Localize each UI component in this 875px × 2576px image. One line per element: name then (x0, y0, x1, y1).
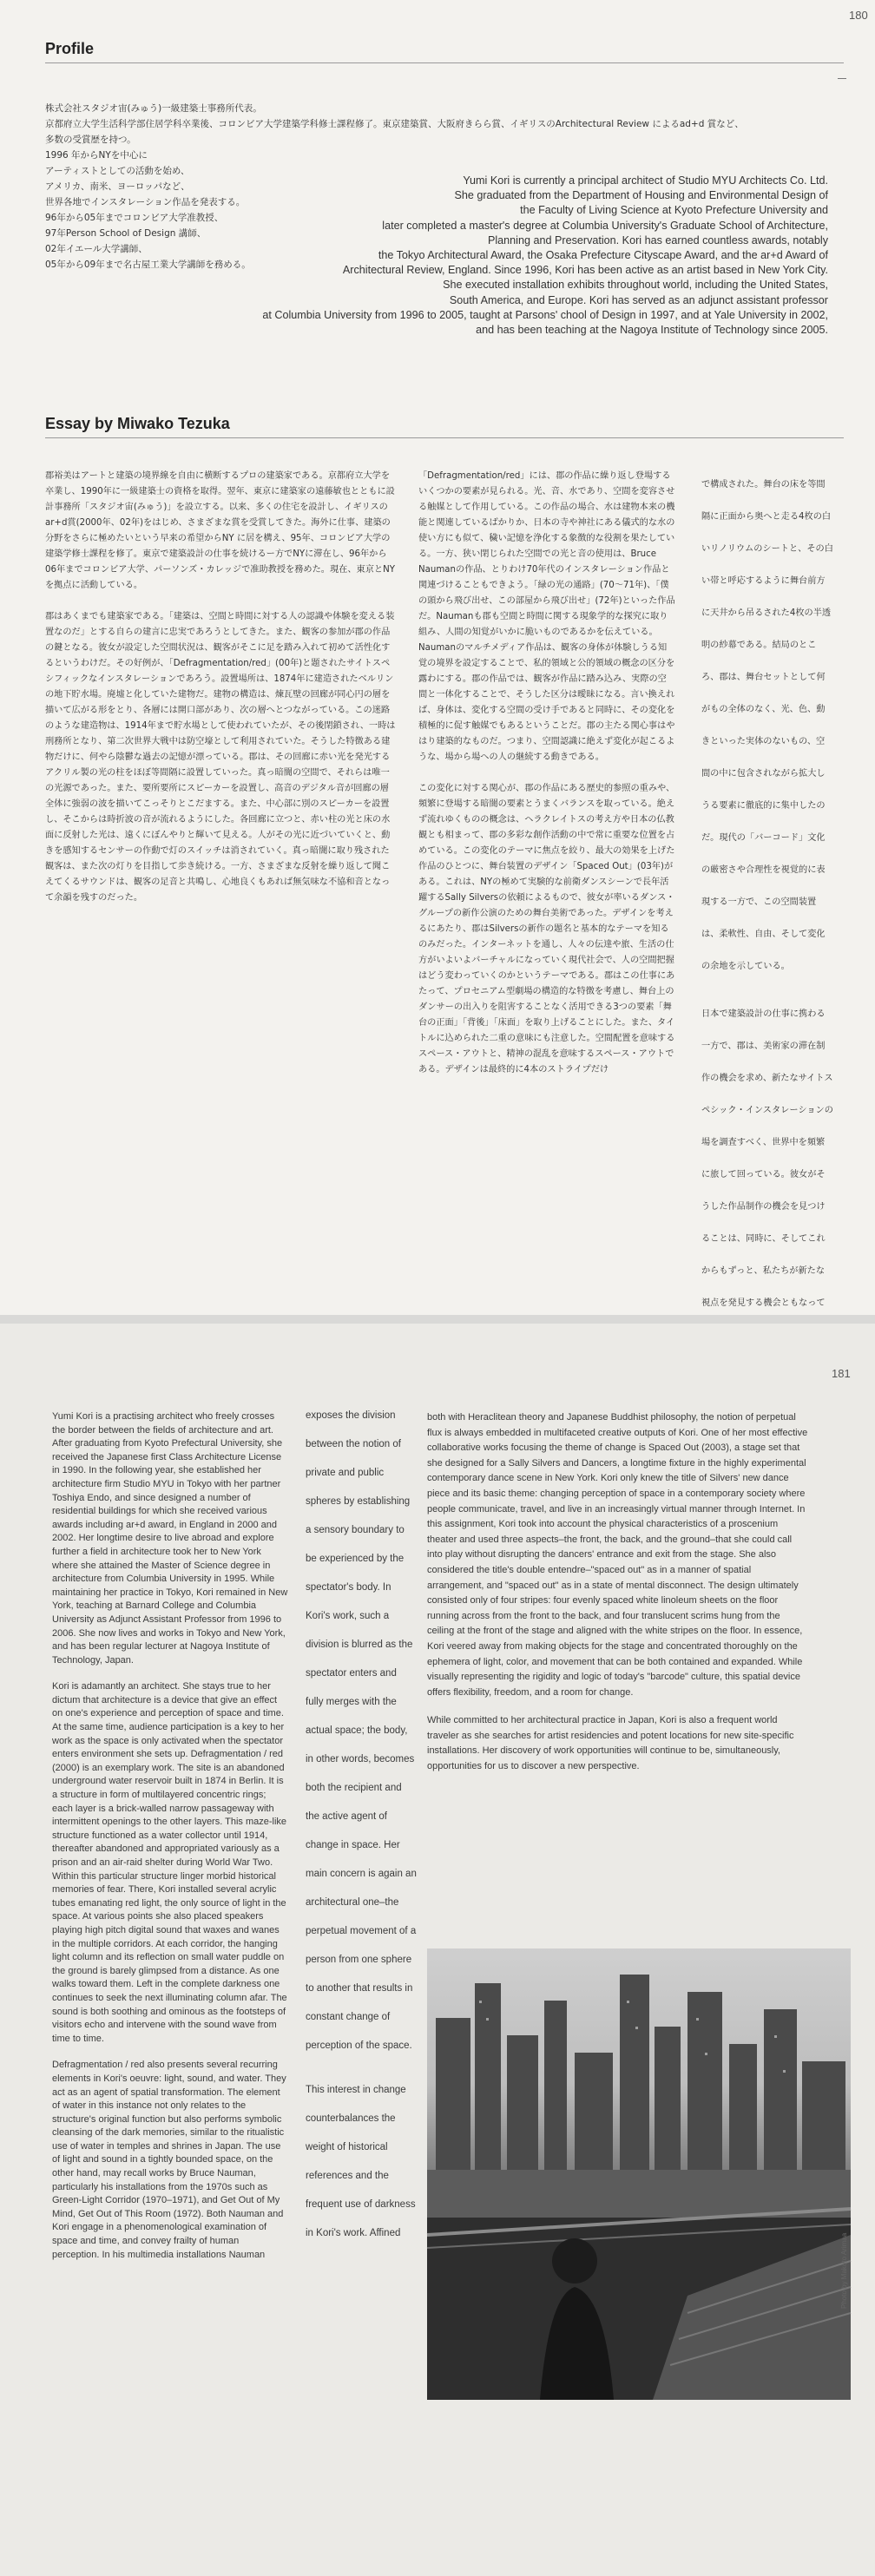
text-line: 02年イエール大学講師、 (45, 244, 148, 254)
photo-credit: Photo by Makoto Arimaa (840, 2232, 848, 2309)
margin-mark (838, 78, 846, 79)
english-column-3 (427, 1410, 809, 1788)
text-line: Architectural Review, England. Since 1996, Kori has been active as an artist based in New York City. (342, 264, 828, 277)
text-line: She graduated from the Department of Housing and Environmental Design of (454, 189, 828, 202)
text-line: 世界各地でインスタレーション作品を発表する。 (45, 197, 246, 207)
text-line: 株式会社スタジオ宙(みゅう)一級建築士事務所代表。 (45, 103, 262, 114)
text-line: 97年Person School of Design 講師、 (45, 228, 207, 239)
profile-rule (45, 62, 844, 63)
paragraph: 郡裕美はアートと建築の境界線を自由に横断するプロの建築家である。京都府立大学を卒業し、1990年に一級建築士の資格を取得。翌年、東京に建築家の遠藤敏也とともに設計事務所「スタジオ宙(みゅう)」を設立する。以来、多くの住宅を設計し、イギリスのar+d賞(2000年、02年)をはじめ、さまざまな賞を受賞してきた。海外に仕事、建築の分野をさらに極めたいという早来の希望からNY に居を構え、95年、コロンビア大学の建築学修士課程を修了。東京で建築設計の仕事を続けるー方でNYに滞在し、96年から06年までコロンビア大学、パーソンズ・カレッジで准助教授を務めた。現在、東京とNYを拠点に活動している。 (45, 471, 395, 590)
paragraph: both with Heraclitean theory and Japanese Buddhist philosophy, the notion of perpetual flux is always embedded in multifaceted creative outputs of Kori. One of her most effective collaborative works focusing the theme of change is Spaced Out (2003), a stage set that she designed for a Sally Silvers and Dancers, a longtime fixture in the highly experimental contemporary dance scene in New York. Kori only knew the title of Silvers' new dance piece and its basic theme: changing perception of space in a contemporary society where people communicate, travel, and live in an increasingly virtual manner through Internet. In this assignment, Kori took into account the physical characteristics of a proscenium theater and used three aspects–the front, the back, and the ground–that she could call into play without disrupting the dancers' entrance and exit from the stage. She also considered the title's double entendre–"spaced out" as in a manner of spatial arrangement, and "spaced out" as in a state of mental disconnect. The design ultimately consisted only of four stripes: four evenly spaced white linoleum sheets on the floor running across from the front to the back, and four translucent scrims hung from the ceiling at the front of the stage and aligned with the white stripes on the floor. In essence, Kori veered away from making objects for the stage and concentrated thoroughly on the ephemera of light, color, and movement that can be both contained and expanded. While visually representing the rigidity and logic of today's "barcode" culture, this spatial device offers flexibility, freedom, and a room for change. (427, 1412, 808, 1698)
essay-heading: Essay by Miwako Tezuka (45, 415, 230, 432)
profile-english (139, 174, 828, 338)
page-number: 181 (832, 1367, 851, 1380)
text-line: South America, and Europe. Kori has served as an adjunct assistant professor (449, 293, 828, 306)
text-line: アメリカ、南米、ヨーロッパなど、 (45, 181, 190, 192)
paragraph: 郡はあくまでも建築家である。「建築は、空間と時間に対する人の認識や体験を変える装置なのだ」とする自らの建言に忠実であろうとしてきた。また、観客の参加が郡の作品の鍵となる。彼女が設定した空間状況は、観客がそこに足を踏み入れて初めて活性化するというわけだ。その好例が、「Defragmentation/red」(00年)と題されたサイトスペシフィックなインスタレーションであろう。設置場所は、1874年に建造されたベルリンの地下貯水場。廃墟と化していた建物だ。建物の構造は、煉瓦壁の回廊が同心円の層を描いて広がる形をとり、各層には開口部があり、次の層へとつながっている。この迷路のような建造物は、1914年まで貯水場として使われていたが、その後閉鎖され、一時は刑務所となり、第二次世界大戦中は防空壕として利用されていた。そうした特徴ある建物だけに、何やら陰鬱な過去の記憶が漂っている。郡は、その回廊に赤い光を発光するアクリル製の光の柱をほぼ等間隔に設置していった。真っ暗闇の空間で、それらは唯一の光源であった。また、要所要所にスピーカーを設置し、高音のデジタル音が回廊の層全体に強弱の波を描いてこっそりとこだまする。また、中心部に別のスピーカーを設置し、そこからは時折波の音が流れるようにした。各回廊に立つと、赤い柱の光と床の水面に反射した光は、遠くにぼんやりと輝いて見える。人がその光に近づいていくと、動きを感知するセンサーの作動で灯のスイッチは消されていく。真っ暗闇に取り残された観客は、また次の灯りを目指して歩き続ける。一方、さまざまな反射を繰り返して聞こえてくるサウンドは、観客の足音と共鳴し、心地良くもあれば無気味な不協和音となって余韻を残すのだった。 (45, 612, 396, 903)
page-number: 180 (849, 9, 868, 22)
paragraph: この変化に対する関心が、郡の作品にある歴史的参照の重みや、頻繁に登場する暗闇の要素とうまくバランスを取っている。絶えず流れゆくものの概念は、ヘラクレイトスの考え方や日本の仏教観とも相まって、郡の多彩な創作活動の中で常に重要な位置を占めている。この変化のテーマに焦点を絞り、最大の効果を上げた作品のひとつに、舞台装置のデザイン「Spaced Out」(03年)がある。これは、NYの極めて実験的な前衛ダンスシーンで長年活躍するSally Silversの依頼によるもので、彼女が率いるダンス・グループの新作公演のための舞台美術であった。デザインを考えるにあたり、郡はSilversの新作の題名と基本的なテーマを知るのみだった。インターネットを通し、人々の伝達や旅、生活の仕方がいよいよバーチャルになっていく現代社会で、人の空間把握はどう変わっていくのかというテーマである。郡はこの仕事にあたって、プロセニアム型劇場の構造的な特徴を考慮し、舞台上のダンサーの出入りを阻害することなく活用できる3つの要素「舞台の正面」「背後」「床面」を取り上げることにした。また、タイトルに込められた二重の意味にも注意した。空間配置を意味するスペース・アウトと、精神の混乱を意味するスペース・アウトである。デザインは最終的に4本のストライプだけ (418, 784, 675, 1074)
paragraph: While committed to her architectural practice in Japan, Kori is also a frequent world traveler as she searches for artist residencies and potent locations for new site-specific installations. Her discovery of work opportunities will continue to be, simultaneously, opportunities for us to discover a new perspective. (427, 1715, 794, 1772)
portrait-photo (427, 1948, 851, 2400)
text-line: Planning and Preservation. Kori has earned countless awards, notably (487, 233, 828, 246)
text-line: 96年から05年までコロンビア大学准教授、 (45, 213, 224, 223)
paragraph: This interest in change counterbalances the weight of historical references and the frequent use of darkness in Kori's work. Affined (306, 2085, 416, 2238)
essay-japanese-column-1 (45, 469, 397, 922)
profile-heading: Profile (45, 40, 95, 57)
text-line: the Faculty of Living Science at Kyoto Prefecture University and (520, 204, 828, 217)
paragraph: で構成された。舞台の床を等間隔に正面から奥へと走る4枚の白いリノリウムのシートと、その白い帯と呼応するように舞台前方に天井から吊るされた4枚の半透明の紗幕である。結局のところ、郡は、舞台セットとして何がもの全体のなく、光、色、動きといった実体のないもの、空間の中に包含されながら拡大しうる要素に徹底的に集中したのだ。現代の「バーコード」文化の厳密さや合理性を視覚的に表現する一方で、この空間装置は、柔軟性、自由、そして変化の余地を示している。 (701, 480, 833, 971)
paragraph: Yumi Kori is a practising architect who freely crosses the border between the fields of architecture and art. After graduating from Kyoto Prefectural University, she received the Japanese first Class Architecture License in 1990. In the following year, she established her architecture firm Studio MYU in Tokyo with her partner Toshiya Endo, and since designed a number of residential buildings for which she received various awards including ar+d award, in England in 2000 and 2002. Her longtime desire to live abroad and explore further a field in architecture took her to New York where she attained the Master of Science degree in architecture from Columbia University in 1995. While maintaining her practice in Tokyo, Kori remained in New York, teaching at Barnard College and Columbia University as Adjunct Assistant Professor from 1996 to 2006. She now lives and works in Tokyo and New York, and has been regular lecturer at Nagoya Institute of Technology, Japan. (52, 1411, 288, 1666)
text-line: She executed installation exhibits throughout world, including the United States, (443, 279, 828, 292)
text-line: 05年から09年まで名古屋工業大学講師を務める。 (45, 260, 251, 270)
essay-japanese-column-3 (701, 469, 833, 1367)
text-line: and has been teaching at the Nagoya Institute of Technology since 2005. (476, 324, 828, 337)
paragraph: 日本で建築設計の仕事に携わる一方で、郡は、美術家の滞在制作の機会を求め、新たなサイトスペシック・インスタレーションの場を調査すべく、世界中を頻繁に旅して回っている。彼女がそうした作品制作の機会を見つけることは、同時に、そしてこれからもずっと、私たちが新たな視点を発見する機会ともなって (701, 1009, 833, 1308)
text-line: アーティストとしての活動を始め、 (45, 166, 190, 176)
paragraph: 「Defragmentation/red」には、郡の作品に繰り返し登場するいくつかの要素が見られる。光、音、水であり、空間を変容させる触媒として作用している。この作品の場合、水は建物本来の機能と関連しているばかりか、日本の寺や神社にある儀式的な水の使い方にも似て、穢い記憶を浄化する象徴的な役割を果たしている。一方、狭い閉じられた空間での光と音の使用は、Bruce Naumanの作品、とりわけ70年代のインスタレーション作品と関連づけることもできよう。「緑の光の通路」(70〜71年)、「僕の頭から飛び出せ、この部屋から飛び出せ」(72年)といった作品だ。Naumanも郡も空間と時間に関する現象学的な探究に取り組み、人間の知覚がいかに脆いものであるかを伝えている。Naumanのマルチメディア作品は、観客の身体が体験しうる知覚の境界を設定することで、私的領域と公的領域の概念の区分を露わにする。郡の作品では、観客が作品に踏み込み、実際の空間と一体化することで、そうした区分は曖昧になる。言い換えれば、身体は、変化する空間の受け手であると同時に、その変化を積極的に促す触媒でもあるということだ。郡の主たる関心事はやはり建築的なものだ。つまり、空間認識に絶えず変化が起こるような、場から場への人の継続する動きである。 (418, 471, 675, 762)
essay-japanese-column-2 (418, 469, 675, 1094)
english-column-2 (306, 1402, 417, 2264)
paragraph: Defragmentation / red also presents several recurring elements in Kori's oeuvre: light, sound, and water. They act as an agent of spatial transformation. The element of water in this instance not only relates to the structure's original function but also performs symbolic cleansing of the dark memories, similar to the ritualistic use of water in temples and shrines in Japan. The use of light and sound in a tightly bounded space, on the other hand, may recall works by Bruce Nauman, particularly his installations from the 1970s such as Green-Light Corridor (1970–1971), and Get Out of My Mind, Get Out of This Room (1972). Both Nauman and Kori engage in a phenomenological examination of space and time, and convey frailty of human perception. In his multimedia installations Nauman (52, 2060, 286, 2260)
text-line: Yumi Kori is currently a principal architect of Studio MYU Architects Co. Ltd. (463, 174, 828, 187)
essay-rule (45, 437, 844, 438)
english-column-1 (52, 1410, 288, 2275)
text-line: later completed a master's degree at Columbia University's Graduate School of Architecture, (382, 219, 828, 232)
paragraph: exposes the division between the notion of private and public spheres by establishing a sensory boundary to be experienced by the spectator's body. In Kori's work, such a division is blurred as the spectator enters and fully merges with the actual space; the body, in other words, becomes both the recipient and the active agent of change in space. Her main concern is again an architectural one–the perpetual movement of a person from one sphere to another that results in constant change of perception of the space. (306, 1410, 417, 2051)
text-line: the Tokyo Architectural Award, the Osaka Prefecture Cityscape Award, and the ar+d Award of (378, 249, 828, 262)
text-line: at Columbia University from 1996 to 2005, taught at Parsons' chool of Design in 1997, and at Yale University in 2002, (262, 308, 828, 321)
city-night-scene (427, 1948, 851, 2400)
paragraph: Kori is adamantly an architect. She stays true to her dictum that architecture is a device that give an effect on one's experience and perception of space and time. At the same time, audience participation is a key to her work as the space is only activated when the spectator enters environment she sets up. Defragmentation / red (2000) is an exemplary work. The site is an abandoned underground water reservoir built in 1874 in Berlin. It is a structure in form of multilayered concentric rings; each layer is a brick-walled narrow passageway with intermittent openings to the other layers. This maze-like structure functioned as a water collector until 1914, thereafter abandoned and appropriated variously as a prison and an air-raid shelter during World War Two. Within this particular structure linger morbid historical memories of fear. There, Kori installed several acrylic tubes emanating red light, the only source of light in the space. At various points she also placed speakers playing high pitch digital sound that waxes and wanes in the multiple corridors. At each corridor, the hanging light column and its reflection on small water puddle on the ground is barely glimpsed from a distance. As one walks toward them. Left in the complete darkness one continues to seek the next illuminating column afar. The sound is both soothing and ominous as the footsteps of visitors echo and intervene with the sound wave from time to time. (52, 1681, 287, 2044)
text-line: 京都府立大学生活科学部住居学科卒業後、コロンビア大学建築学科修士課程修了。東京建築賞、大阪府きらら賞、イギリスのArchitectural Review によるad+d 賞など、 (45, 119, 744, 129)
text-line: 1996 年からNYを中心に (45, 150, 148, 161)
text-line: 多数の受賞歴を持つ。 (45, 135, 136, 145)
